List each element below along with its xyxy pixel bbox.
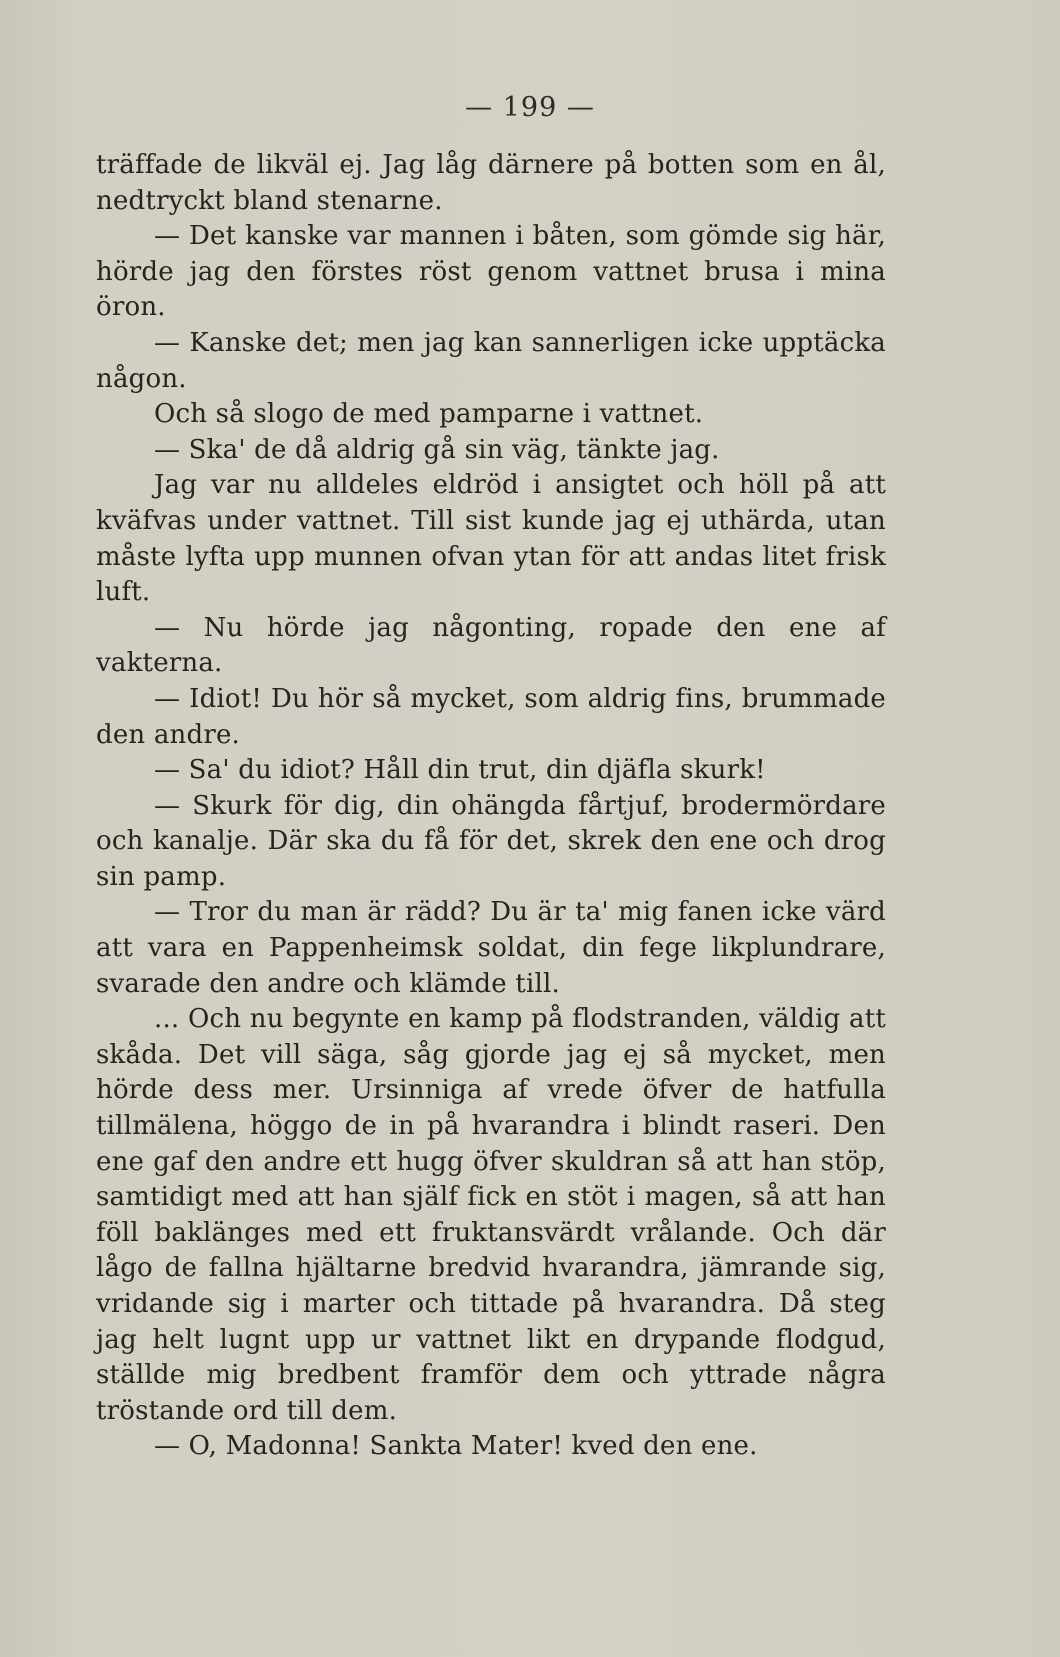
paragraph: — Tror du man är rädd? Du är ta' mig fanen icke värd att vara en Pappenheimsk soldat, din fege likplundrare, svarade den andre och klämde till. (96, 897, 886, 999)
paragraph: — O, Madonna! Sankta Mater! kved den ene. (154, 1431, 758, 1462)
paragraph: — Nu hörde jag någonting, ropade den ene af vakterna. (96, 612, 886, 679)
paragraph: — Sa' du idiot? Håll din trut, din djäfla skurk! (154, 755, 766, 786)
paragraph: — Kanske det; men jag kan sannerligen icke upptäcka någon. (96, 327, 886, 394)
paragraph: — Idiot! Du hör så mycket, som aldrig fins, brummade den andre. (96, 683, 886, 750)
paragraph: — Skurk för dig, din ohängda fårtjuf, brodermördare och kanalje. Där ska du få för det, skrek den ene och drog sin pamp. (96, 790, 886, 892)
page-number: — 199 — (465, 92, 595, 123)
body-text (96, 148, 886, 1465)
paragraph: Jag var nu alldeles eldröd i ansigtet och höll på att kväfvas under vattnet. Till sist kunde jag ej uthärda, utan måste lyfta upp munnen ofvan ytan för att andas litet frisk luft. (96, 470, 886, 608)
paragraph: Och så slogo de med pamparne i vattnet. (154, 399, 704, 430)
paragraph: ... Och nu begynte en kamp på flodstranden, väldig att skåda. Det vill säga, såg gjorde jag ej så mycket, men hörde dess mer. Ursinniga af vrede öfver de hatfulla tillmälena, höggo de in på hvarandra i blindt raseri. Den ene gaf den andre ett hugg öfver skuldran så att han stöp, samtidigt med att han själf fick en stöt i magen, så att han föll baklänges med ett fruktansvärdt vrålande. Och där lågo de fallna hjältarne bredvid hvarandra, jämrande sig, vridande sig i marter och tittade på hvarandra. Då steg jag helt lugnt upp ur vattnet likt en drypande flodgud, ställde mig bredbent framför dem och yttrade några tröstande ord till dem. (96, 1004, 886, 1426)
paragraph: — Ska' de då aldrig gå sin väg, tänkte jag. (154, 434, 720, 465)
paragraph: — Det kanske var mannen i båten, som gömde sig här, hörde jag den förstes röst genom vattnet brusa i mina öron. (96, 221, 886, 323)
paragraph: träffade de likväl ej. Jag låg därnere på botten som en ål, nedtryckt bland stenarne. (96, 150, 886, 216)
